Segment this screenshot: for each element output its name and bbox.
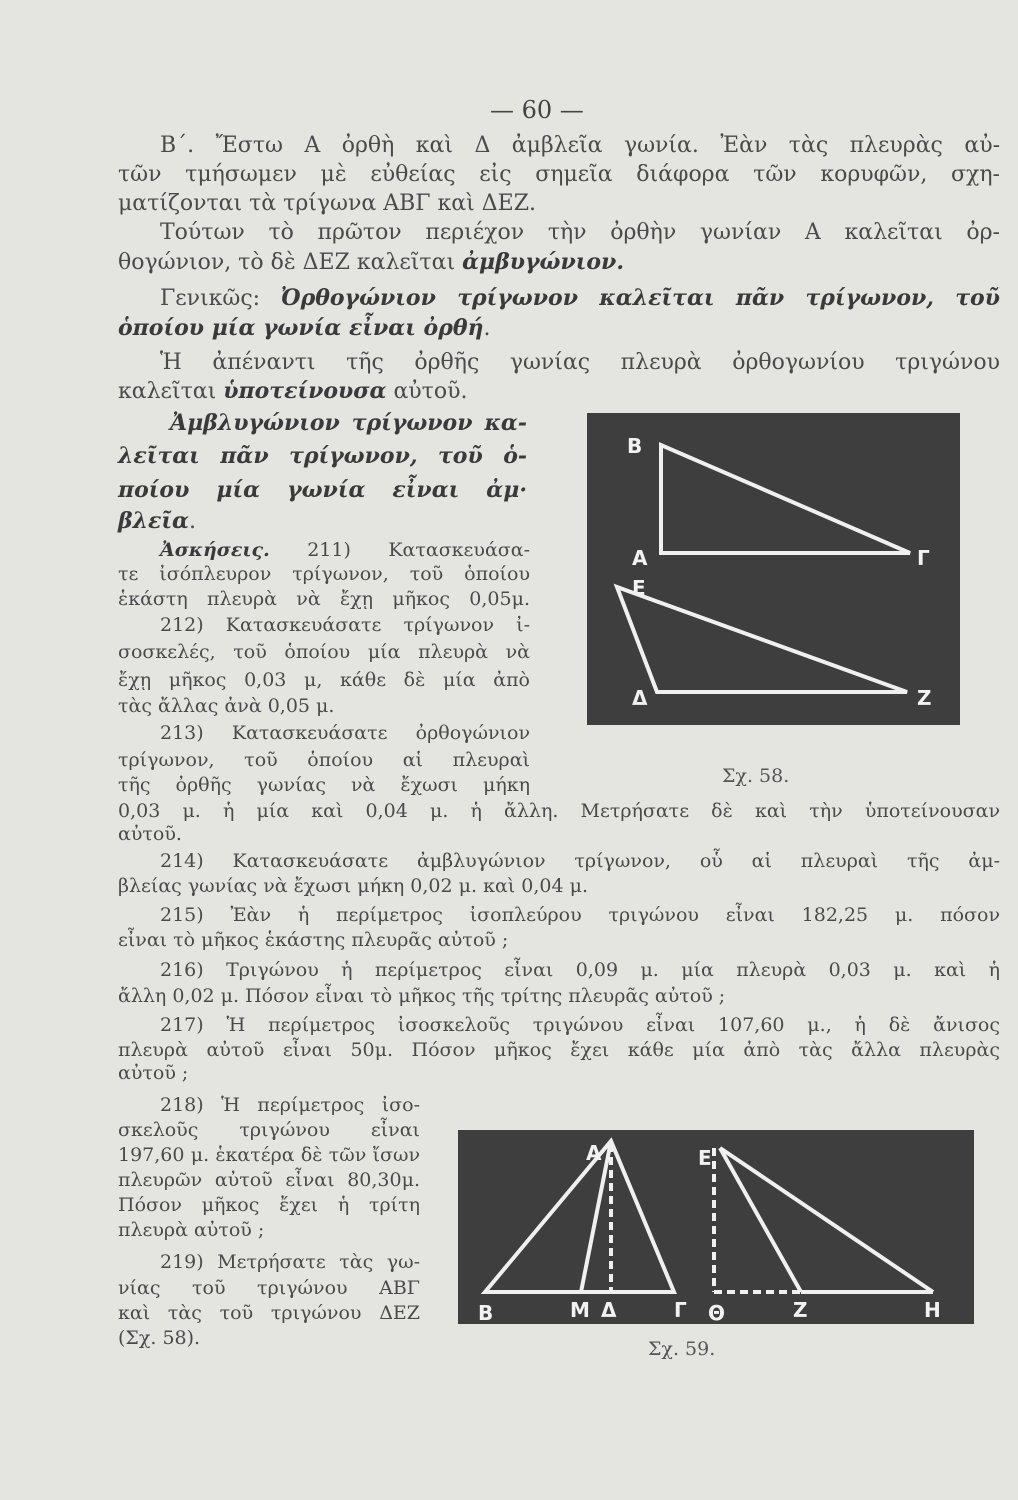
text-line	[118, 443, 527, 470]
text-line	[118, 563, 530, 586]
figure-59	[458, 1130, 974, 1324]
text-line	[118, 588, 530, 611]
text-line	[160, 350, 1000, 376]
text-line	[160, 1094, 420, 1117]
text-line	[118, 1219, 418, 1242]
text-span: 212) Κατασκευάσατε τρίγωνον ἰ-	[160, 614, 530, 636]
label-g: Γ	[674, 1298, 687, 1322]
text-span: Γενικῶς:	[160, 286, 281, 311]
text-line	[118, 985, 918, 1008]
text-span: Ἡ ἀπέναντι τῆς ὀρθῆς γωνίας πλευρὰ ὀρθογωνίου τριγώνου	[160, 350, 1000, 375]
bold-text: ποίου μία γωνία εἶναι ἀμ·	[118, 477, 527, 503]
text-line	[160, 850, 1000, 873]
text-span: 218) Ἡ περίμετρος ἰσο-	[160, 1094, 420, 1116]
text-span: πλευρὰ αὐτοῦ ;	[118, 1219, 265, 1241]
text-span: Τούτων τὸ πρῶτον περιέχον τὴν ὀρθὴν γωνίαν Α καλεῖται ὀρ-	[160, 220, 1000, 245]
side-ez	[720, 1148, 801, 1292]
text-span: 214) Κατασκευάσατε ἀμβλυγώνιον τρίγωνον, οὗ αἱ πλευραὶ τῆς ἀμ-	[160, 850, 1000, 872]
text-line	[160, 1014, 1000, 1037]
text-line	[118, 929, 818, 952]
text-span: 216) Τριγώνου ἡ περίμετρος εἶναι 0,09 μ. μία πλευρὰ 0,03 μ. καὶ ἡ	[160, 959, 1000, 981]
text-line	[118, 1039, 1000, 1062]
text-line	[170, 410, 527, 437]
text-span: καλεῖται	[118, 379, 224, 404]
label-th: Θ	[708, 1301, 726, 1324]
text-span: ἄλλη 0,02 μ. Πόσον εἶναι τὸ μῆκος τῆς τρίτης πλευρᾶς αὐτοῦ ;	[118, 985, 726, 1007]
text-span: 197,60 μ. ἑκατέρα δὲ τῶν ἴσων	[118, 1144, 420, 1166]
label-e: Ε	[698, 1146, 712, 1170]
bold-text: λεῖται πᾶν τρίγωνον, τοῦ ὁ-	[118, 443, 527, 469]
text-span: τε ἰσόπλευρον τρίγωνον, τοῦ ὁποίου	[118, 563, 530, 585]
label-z: Ζ	[793, 1298, 808, 1322]
bold-text: ὑποτείνουσα	[223, 378, 387, 404]
text-line	[118, 800, 1000, 823]
text-span: 217) Ἡ περίμετρος ἰσοσκελοῦς τριγώνου εἶναι 107,60 μ., ἡ δὲ ἄνισος	[160, 1014, 1000, 1036]
text-span: νίας τοῦ τριγώνου ΑΒΓ	[118, 1277, 420, 1299]
text-line	[118, 378, 718, 405]
text-span: τῶν τμήσωμεν μὲ εὐθείας εἰς σημεῖα διάφορα τῶν κορυφῶν, σχη-	[118, 162, 1000, 187]
bold-text: Ἀμβλυγώνιον τρίγωνον κα-	[170, 410, 527, 436]
bold-text: βλεῖα	[118, 508, 189, 534]
text-span: καὶ τὰς τοῦ τριγώνου ΔΕΖ	[118, 1302, 420, 1324]
text-line	[160, 1251, 420, 1274]
text-span: (Σχ. 58).	[118, 1327, 201, 1349]
text-span: αὐτοῦ.	[386, 379, 468, 404]
figure-59-caption: Σχ. 59.	[648, 1338, 716, 1360]
text-span: 215) Ἐὰν ἡ περίμετρος ἰσοπλεύρου τριγώνου εἶναι 182,25 μ. πόσον	[160, 904, 1000, 926]
side-eh	[720, 1148, 933, 1292]
text-line	[118, 477, 527, 504]
figure-58-drawing	[587, 413, 960, 725]
bold-text: Ἀσκήσεις.	[160, 539, 270, 561]
bold-text: Ὀρθογώνιον τρίγωνον καλεῖται πᾶν τρίγωνον, τοῦ	[280, 285, 1000, 311]
text-span: ματίζονται τὰ τρίγωνα ΑΒΓ καὶ ΔΕΖ.	[118, 191, 536, 216]
text-line	[118, 695, 418, 718]
page-number: — 60 —	[490, 96, 584, 124]
text-span: 213) Κατασκευάσατε ὀρθογώνιον	[160, 722, 530, 744]
triangle-abg	[485, 1141, 674, 1292]
bold-text: ὁποίου μία γωνία εἶναι ὀρθή	[118, 315, 484, 341]
text-span: .	[188, 509, 196, 534]
text-span: εἶναι τὸ μῆκος ἑκάστης πλευρᾶς αὐτοῦ ;	[118, 929, 509, 951]
text-line	[118, 162, 1000, 188]
text-span: βλείας γωνίας νὰ ἔχωσι μήκη 0,02 μ. καὶ 0,04 μ.	[118, 875, 588, 897]
text-span: 211) Κατασκευάσα-	[269, 539, 530, 561]
text-span: σοσκελές, τοῦ ὁποίου μία πλευρὰ νὰ	[118, 641, 530, 663]
text-span: 0,03 μ. ἡ μία καὶ 0,04 μ. ἡ ἄλλη. Μετρήσατε δὲ καὶ τὴν ὑποτείνουσαν	[118, 800, 1000, 822]
text-line	[118, 1302, 420, 1325]
text-span: ἔχῃ μῆκος 0,03 μ, κάθε δὲ μία ἀπὸ	[118, 669, 530, 691]
text-line	[118, 315, 718, 342]
bold-text: ἀμβυγώνιον.	[462, 249, 624, 275]
text-line	[118, 1144, 420, 1167]
text-span: πλευρῶν αὐτοῦ εἶναι 80,30μ.	[118, 1169, 420, 1191]
text-line	[118, 1062, 318, 1085]
text-span: .	[483, 316, 491, 341]
label-h: Η	[924, 1298, 941, 1322]
label-z: Ζ	[917, 686, 932, 710]
text-line	[118, 823, 318, 846]
text-line	[160, 904, 1000, 927]
text-span: αὐτοῦ ;	[118, 1062, 189, 1084]
text-line	[160, 133, 1000, 159]
triangle-dez	[617, 587, 907, 692]
figure-59-drawing	[458, 1130, 974, 1324]
text-span: πλευρὰ αὐτοῦ εἶναι 50μ. Πόσον μῆκος ἔχει κάθε μία ἀπὸ τὰς ἄλλα πλευρὰς	[118, 1039, 1000, 1061]
text-line	[160, 959, 1000, 982]
text-span: Β΄. Ἔστω Α ὀρθὴ καὶ Δ ἀμβλεῖα γωνία. Ἐὰν τὰς πλευρὰς αὐ-	[160, 133, 1000, 158]
text-line	[118, 191, 618, 217]
text-line	[118, 875, 818, 898]
figure-58-caption: Σχ. 58.	[722, 765, 790, 787]
text-line	[118, 1119, 420, 1142]
text-span: 219) Μετρήσατε τὰς γω-	[160, 1251, 420, 1273]
text-span: τῆς ὀρθῆς γωνίας νὰ ἔχωσι μήκη	[118, 774, 530, 796]
text-span: αὐτοῦ.	[118, 823, 182, 845]
text-line	[160, 614, 530, 637]
text-line	[118, 508, 418, 535]
text-line	[118, 1327, 318, 1350]
text-span: τὰς ἄλλας ἀνὰ 0,05 μ.	[118, 695, 335, 717]
label-e: Ε	[632, 576, 646, 600]
label-g: Γ	[917, 546, 930, 570]
text-line	[118, 749, 530, 772]
label-d: Δ	[632, 686, 648, 710]
text-span: τρίγωνον, τοῦ ὁποίου αἱ πλευραὶ	[118, 749, 530, 771]
label-b: Β	[627, 434, 643, 458]
label-m: Μ	[570, 1298, 590, 1322]
text-line	[118, 249, 718, 276]
text-line	[118, 774, 530, 797]
text-line	[118, 1277, 420, 1300]
text-line	[118, 669, 530, 692]
text-line	[118, 641, 530, 664]
text-span: ἑκάστη πλευρὰ νὰ ἔχῃ μῆκος 0,05μ.	[118, 588, 530, 610]
label-a: Α	[632, 546, 648, 570]
label-d: Δ	[601, 1298, 617, 1322]
text-line	[160, 220, 1000, 246]
text-line	[118, 1194, 420, 1217]
triangle-abg	[661, 445, 910, 553]
figure-58	[587, 413, 960, 725]
text-line	[160, 285, 1000, 312]
text-line	[160, 539, 530, 562]
text-line	[118, 1169, 420, 1192]
text-span: Πόσον μῆκος ἔχει ἡ τρίτη	[118, 1194, 420, 1216]
text-span: σκελοῦς τριγώνου εἶναι	[118, 1119, 420, 1141]
text-span: θογώνιον, τὸ δὲ ΔΕΖ καλεῖται	[118, 250, 463, 275]
label-b: Β	[478, 1301, 494, 1324]
text-line	[160, 722, 530, 745]
label-a: Α	[586, 1141, 602, 1165]
